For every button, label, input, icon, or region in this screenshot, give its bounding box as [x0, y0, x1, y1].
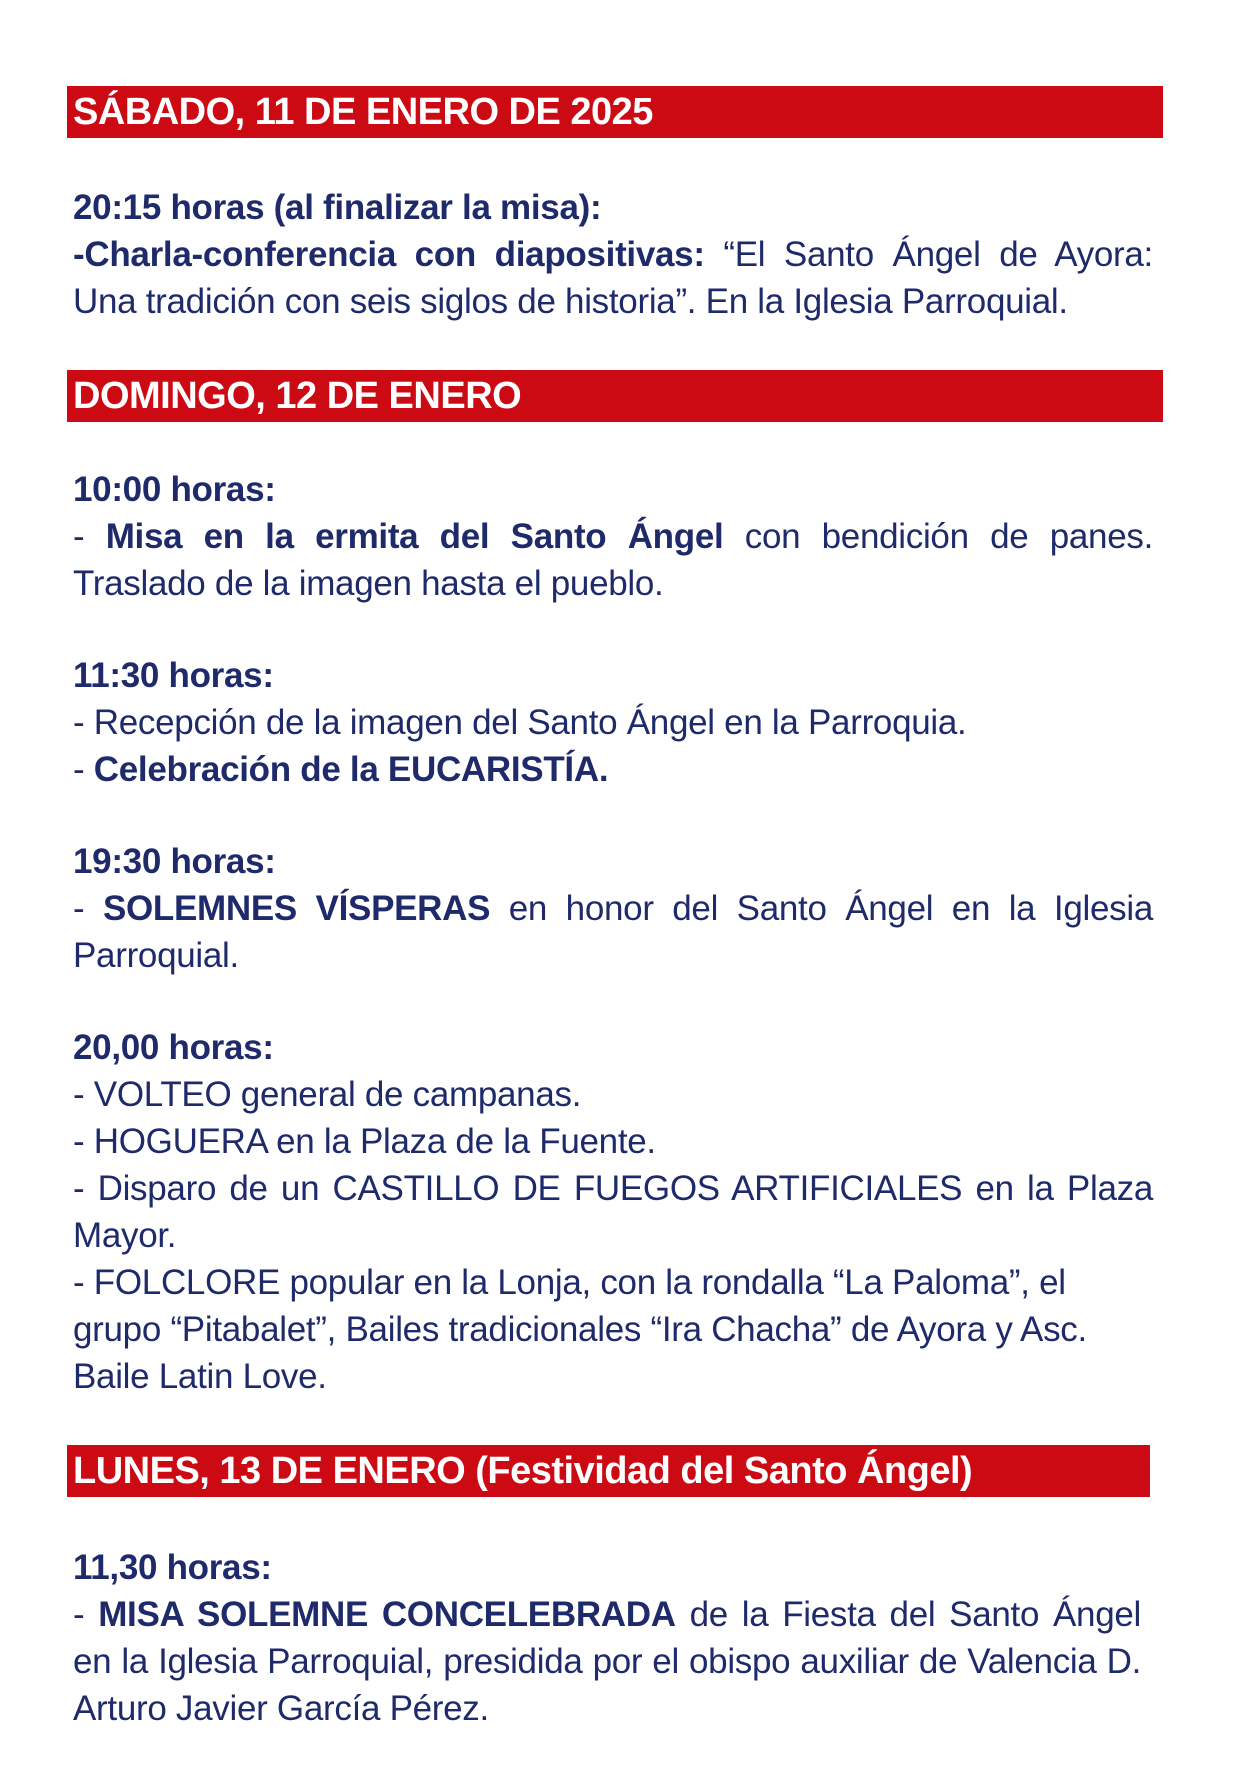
event-description [73, 1591, 1141, 1732]
event-time: 19:30 horas: [73, 842, 276, 881]
event-time: 20:15 horas (al finalizar la misa): [73, 188, 602, 227]
event-description: - Disparo de un CASTILLO DE FUEGOS ARTIFICIALES en la Plaza Mayor. [73, 1169, 1153, 1255]
event-description: - HOGUERA en la Plaza de la Fuente. [73, 1122, 656, 1161]
event-prefix: - [73, 1595, 99, 1634]
event-description [73, 513, 1153, 607]
event-sunday-1930 [73, 838, 1153, 979]
day-header-sunday: DOMINGO, 12 DE ENERO [67, 370, 1163, 422]
event-prefix: - [73, 750, 94, 789]
event-time: 11,30 horas: [73, 1548, 272, 1587]
event-time: 10:00 horas: [73, 470, 276, 509]
event-text: “El Santo Ángel de Ayora: Una tradición con seis siglos de historia”. En la Iglesia Parroquial. [73, 235, 1153, 321]
event-text: en honor del Santo Ángel en la Iglesia Parroquial. [73, 889, 1154, 975]
day-header-monday: LUNES, 13 DE ENERO (Festividad del Santo Ángel) [67, 1445, 1150, 1497]
day-header-saturday: SÁBADO, 11 DE ENERO DE 2025 [67, 86, 1163, 138]
event-time: 20,00 horas: [73, 1028, 274, 1067]
event-description: - Recepción de la imagen del Santo Ángel en la Parroquia. [73, 703, 967, 742]
event-prefix: - [73, 517, 106, 556]
event-saturday-2015 [73, 184, 1153, 325]
event-sunday-2000 [73, 1024, 1153, 1400]
event-highlight: MISA SOLEMNE CONCELEBRADA [98, 1595, 676, 1634]
event-monday-1130 [73, 1544, 1141, 1732]
event-sunday-1000 [73, 466, 1153, 607]
event-description: - FOLCLORE popular en la Lonja, con la rondalla “La Paloma”, el grupo “Pitabalet”, Bailes tradicionales “Ira Chacha” de Ayora y Asc. Baile Latin Love. [73, 1263, 1087, 1396]
event-description: - VOLTEO general de campanas. [73, 1075, 582, 1114]
event-description [73, 885, 1153, 979]
event-sunday-1130 [73, 652, 1153, 793]
event-highlight: -Charla-conferencia con diapositivas: [73, 235, 705, 274]
event-prefix: - [73, 889, 103, 928]
event-highlight: Celebración de la EUCARISTÍA. [93, 750, 609, 789]
event-highlight: Misa en la ermita del Santo Ángel [105, 517, 724, 556]
event-description [73, 231, 1153, 325]
event-description [73, 746, 1153, 793]
event-text: con bendición de panes. Traslado de la imagen hasta el pueblo. [73, 517, 1154, 603]
event-text: de la Fiesta del Santo Ángel en la Iglesia Parroquial, presidida por el obispo auxiliar de Valencia D. Arturo Javier García Pérez. [73, 1595, 1141, 1728]
event-highlight: SOLEMNES VÍSPERAS [102, 889, 491, 928]
event-time: 11:30 horas: [73, 656, 274, 695]
